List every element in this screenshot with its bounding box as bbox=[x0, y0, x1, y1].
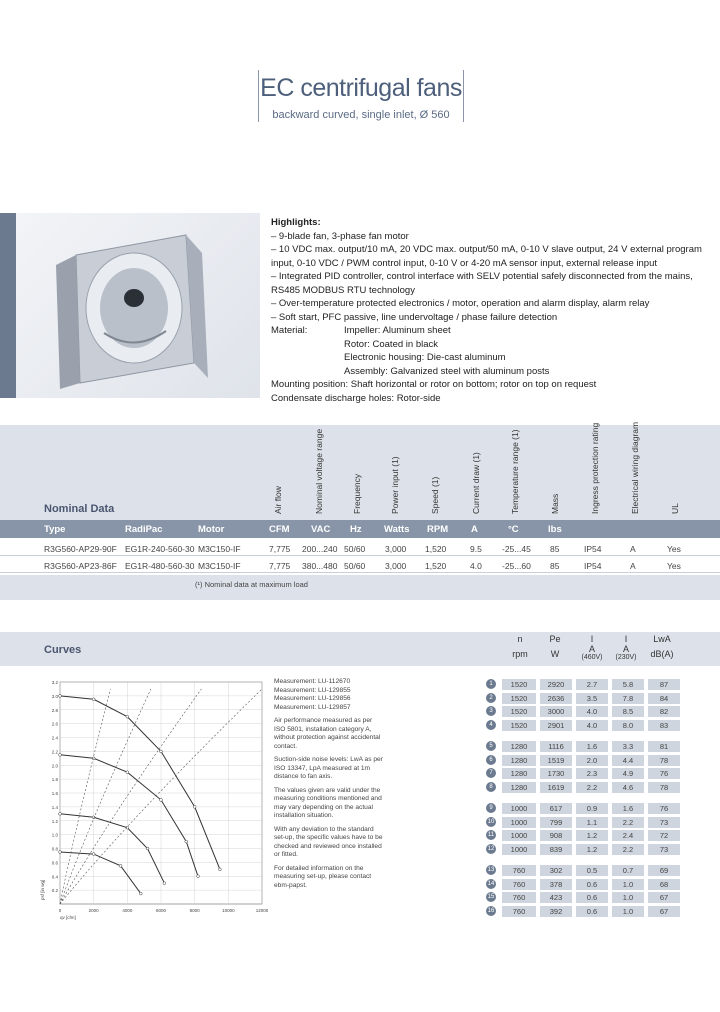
data-point bbox=[197, 875, 200, 878]
th-cfm: CFM bbox=[269, 524, 290, 535]
curve-cell: 1.1 bbox=[576, 817, 608, 828]
cell-amps: 4.0 bbox=[470, 561, 482, 571]
curve-cell: 8.5 bbox=[612, 706, 644, 717]
note-paragraph: The values given are valid under the measuring conditions mentioned and may vary depending on the actual installation situation. bbox=[274, 786, 382, 819]
curve-cell: 76 bbox=[648, 803, 680, 814]
curve-cell: 760 bbox=[502, 879, 536, 890]
curve-cell: 908 bbox=[540, 830, 572, 841]
curve-cell: 2920 bbox=[540, 679, 572, 690]
curve-number-badge: 1 bbox=[486, 679, 496, 689]
curve-cell: 87 bbox=[648, 679, 680, 690]
curve-cell: 392 bbox=[540, 906, 572, 917]
curve-cell: 1280 bbox=[502, 782, 536, 793]
curves-col-i460: I A (460V) bbox=[581, 634, 603, 661]
curve-cell: 73 bbox=[648, 817, 680, 828]
y-tick-label: 0.8 bbox=[51, 846, 58, 852]
y-tick-label: 1.2 bbox=[51, 818, 58, 824]
curve-cell: 1280 bbox=[502, 755, 536, 766]
curve-cell: 1.2 bbox=[576, 844, 608, 855]
cell-mass: 85 bbox=[550, 544, 560, 554]
curve-cell: 1520 bbox=[502, 720, 536, 731]
curve-number-badge: 12 bbox=[487, 845, 495, 852]
footnote: (¹) Nominal data at maximum load bbox=[195, 580, 308, 589]
cell-vac: 380...480 bbox=[302, 561, 338, 571]
curve-number-badge: 13 bbox=[487, 867, 495, 873]
page-subtitle: backward curved, single inlet, Ø 560 bbox=[272, 109, 450, 121]
curve-cell: 84 bbox=[648, 693, 680, 704]
highlight-line: – Over-temperature protected electronics / motor, operation and alarm display, alarm relay bbox=[271, 298, 650, 309]
condensate-line: Condensate discharge holes: Rotor-side bbox=[271, 392, 441, 404]
cell-motor: M3C150-IF bbox=[198, 544, 241, 554]
curve-number-badge: 4 bbox=[486, 720, 496, 730]
curve-cell: 1520 bbox=[502, 679, 536, 690]
curve-cell: 1000 bbox=[502, 830, 536, 841]
curve-cell: 1.6 bbox=[612, 803, 644, 814]
cell-temp: -25...60 bbox=[502, 561, 531, 571]
data-point bbox=[126, 771, 129, 774]
curve-number-badge: 11 bbox=[487, 832, 495, 838]
curve-cell: 78 bbox=[648, 782, 680, 793]
data-point bbox=[160, 750, 163, 753]
cell-watts: 3,000 bbox=[385, 561, 407, 571]
col-header-power: Power input (1) bbox=[390, 456, 400, 514]
curve-cell: 0.6 bbox=[576, 892, 608, 903]
y-tick-label: 1.4 bbox=[51, 804, 58, 810]
cell-rpm: 1,520 bbox=[425, 561, 447, 571]
material-line: Rotor: Coated in black bbox=[344, 338, 438, 350]
curve-cell: 81 bbox=[648, 741, 680, 752]
curve-cell: 799 bbox=[540, 817, 572, 828]
highlights-text bbox=[271, 216, 711, 405]
curve-cell: 839 bbox=[540, 844, 572, 855]
curve-cell: 0.7 bbox=[612, 865, 644, 876]
nominal-column-headers bbox=[0, 520, 720, 538]
curve-cell: 4.0 bbox=[576, 706, 608, 717]
curve-cell: 1520 bbox=[502, 693, 536, 704]
curve-cell: 1730 bbox=[540, 768, 572, 779]
curve-number-badge: 10 bbox=[487, 818, 495, 825]
highlight-line: input, 0-10 VDC / PWM control input, 0-10 V or 4-20 mA sensor input, external release input bbox=[271, 257, 657, 269]
curve-cell: 73 bbox=[648, 844, 680, 855]
col-header-ul: UL bbox=[670, 503, 680, 514]
cell-wiring: A bbox=[630, 544, 636, 554]
curve-cell: 82 bbox=[648, 706, 680, 717]
th-motor: Motor bbox=[198, 524, 225, 535]
curve-cell: 4.4 bbox=[612, 755, 644, 766]
curve-cell: 1000 bbox=[502, 844, 536, 855]
curve-cell: 1000 bbox=[502, 817, 536, 828]
cell-type: R3G560-AP23-86F bbox=[44, 561, 117, 571]
cell-ip: IP54 bbox=[584, 561, 602, 571]
curve-cell: 67 bbox=[648, 906, 680, 917]
cell-mass: 85 bbox=[550, 561, 560, 571]
curve-cell: 1280 bbox=[502, 768, 536, 779]
curve-cell: 4.0 bbox=[576, 720, 608, 731]
highlight-line: – Integrated PID controller, control interface with SELV potential safely disconnected from the mains, bbox=[271, 271, 693, 282]
curves-col-n: n rpm bbox=[512, 634, 528, 659]
curve-cell: 0.9 bbox=[576, 803, 608, 814]
col-header-current: Current draw (1) bbox=[471, 452, 481, 514]
accent-bar bbox=[0, 213, 16, 398]
curve-number-badge: 9 bbox=[486, 803, 496, 813]
material-block bbox=[271, 324, 711, 378]
curve-cell: 5.8 bbox=[612, 679, 644, 690]
cell-temp: -25...45 bbox=[502, 544, 531, 554]
fan-product-image bbox=[16, 213, 260, 398]
x-tick-label: 4000 bbox=[122, 908, 133, 913]
data-point bbox=[193, 805, 196, 808]
curve-cell: 4.6 bbox=[612, 782, 644, 793]
curve-cell: 1519 bbox=[540, 755, 572, 766]
th-type: Type bbox=[44, 524, 66, 535]
col-header-wiring: Electrical wiring diagram bbox=[630, 421, 640, 514]
curve-cell: 67 bbox=[648, 892, 680, 903]
curve-cell: 423 bbox=[540, 892, 572, 903]
curves-col-i230: I A (230V) bbox=[615, 634, 637, 661]
y-tick-label: 1.6 bbox=[51, 791, 58, 796]
data-point bbox=[146, 847, 149, 850]
footnote-band bbox=[0, 575, 720, 600]
th-lbs: lbs bbox=[548, 524, 562, 535]
note-paragraph: Suction-side noise levels: LwA as per ISO 13347, LpA measured at 1m distance to fan axis. bbox=[274, 756, 383, 780]
x-tick-label: 2000 bbox=[88, 908, 99, 913]
mounting-line: Mounting position: Shaft horizontal or rotor on bottom; rotor on top on request bbox=[271, 379, 597, 390]
th-rpm: RPM bbox=[427, 524, 449, 535]
fan-illustration bbox=[16, 213, 260, 398]
y-tick-label: 2.8 bbox=[51, 707, 58, 713]
highlight-line: – Soft start, PFC passive, line undervoltage / phase failure detection bbox=[271, 311, 558, 323]
curve-cell: 3.3 bbox=[612, 741, 644, 752]
table-row bbox=[0, 540, 720, 556]
data-point bbox=[119, 864, 122, 867]
curve-cell: 0.5 bbox=[576, 865, 608, 876]
note-paragraph: For detailed information on the measuring set-up, please contact ebm-papst. bbox=[274, 864, 372, 889]
curve-cell: 78 bbox=[648, 755, 680, 766]
curve-cell: 69 bbox=[648, 865, 680, 876]
y-tick-label: 2.2 bbox=[51, 749, 58, 755]
x-tick-label: 8000 bbox=[189, 908, 200, 913]
y-tick-label: 0.6 bbox=[51, 860, 58, 866]
material-line: Electronic housing: Die-cast aluminum bbox=[344, 352, 506, 363]
fan-curve-chart bbox=[40, 676, 268, 920]
th-radipac: RadiPac bbox=[125, 524, 163, 535]
y-tick-label: 2.6 bbox=[51, 721, 58, 727]
data-point bbox=[219, 868, 222, 871]
data-point bbox=[139, 892, 142, 895]
cell-watts: 3,000 bbox=[385, 544, 407, 554]
cell-cfm: 7,775 bbox=[269, 561, 291, 571]
cell-type: R3G560-AP29-90F bbox=[44, 544, 117, 554]
curve-number-badge: 5 bbox=[486, 741, 496, 751]
curve-cell: 2636 bbox=[540, 693, 572, 704]
page-title: EC centrifugal fans bbox=[260, 74, 462, 102]
curve-cell: 1619 bbox=[540, 782, 572, 793]
curves-col-lwa: LwA dB(A) bbox=[650, 634, 674, 659]
data-point bbox=[185, 840, 188, 843]
curve-number-badge: 7 bbox=[486, 768, 496, 778]
curve-cell: 1280 bbox=[502, 741, 536, 752]
data-point bbox=[126, 715, 129, 718]
chart-svg bbox=[40, 676, 268, 920]
y-tick-label: 3.0 bbox=[51, 693, 58, 699]
th-hz: Hz bbox=[350, 524, 362, 535]
note-paragraph: Measurement: LU-112670 Measurement: LU-129855 Measurement: LU-129856 Measurement: LU-129857 bbox=[274, 678, 351, 711]
data-point bbox=[59, 851, 62, 854]
highlight-line: – 9-blade fan, 3-phase fan motor bbox=[271, 230, 409, 242]
x-tick-label: 12000 bbox=[255, 908, 268, 913]
material-line: Assembly: Galvanized steel with aluminum posts bbox=[344, 365, 550, 377]
cell-hz: 50/60 bbox=[344, 544, 366, 554]
curve-number-badge: 14 bbox=[487, 880, 495, 887]
curve-cell: 2901 bbox=[540, 720, 572, 731]
curve-cell: 1.6 bbox=[576, 741, 608, 752]
curve-cell: 68 bbox=[648, 879, 680, 890]
curve-cell: 302 bbox=[540, 865, 572, 876]
curve-cell: 760 bbox=[502, 906, 536, 917]
x-tick-label: 10000 bbox=[222, 908, 235, 913]
curve-cell: 378 bbox=[540, 879, 572, 890]
x-tick-label: 0 bbox=[58, 908, 62, 913]
cell-cfm: 7,775 bbox=[269, 544, 291, 554]
cell-ip: IP54 bbox=[584, 544, 602, 554]
x-axis-label: qv [cfm] bbox=[60, 915, 76, 920]
y-tick-label: 1.8 bbox=[51, 777, 58, 783]
th-amps: A bbox=[471, 524, 478, 535]
y-tick-label: 0.2 bbox=[51, 888, 58, 894]
curve-cell: 1.0 bbox=[612, 906, 644, 917]
curve-cell: 2.2 bbox=[576, 782, 608, 793]
material-line: Impeller: Aluminum sheet bbox=[344, 325, 451, 336]
y-tick-label: 2.0 bbox=[51, 763, 58, 769]
curves-col-pe: Pe W bbox=[549, 634, 561, 659]
cell-vac: 200...240 bbox=[302, 544, 338, 554]
curve-cell: 617 bbox=[540, 803, 572, 814]
col-header-voltage: Nominal voltage range bbox=[314, 428, 324, 514]
curve-cell: 0.6 bbox=[576, 879, 608, 890]
curve-cell: 2.2 bbox=[612, 817, 644, 828]
curve-cell: 4.9 bbox=[612, 768, 644, 779]
col-header-frequency: Frequency bbox=[352, 473, 362, 514]
curves-title: Curves bbox=[44, 644, 82, 656]
curve-number-badge: 16 bbox=[487, 907, 495, 914]
col-header-mass: Mass bbox=[550, 493, 560, 514]
col-header-temperature: Temperature range (1) bbox=[510, 429, 520, 514]
col-header-airflow: Air flow bbox=[273, 486, 283, 514]
data-point bbox=[59, 812, 62, 815]
curve-number-badge: 8 bbox=[486, 782, 496, 792]
data-point bbox=[59, 753, 62, 756]
curve-number-badge: 3 bbox=[486, 706, 496, 716]
highlights-title: Highlights: bbox=[271, 217, 321, 228]
measurement-notes bbox=[274, 678, 384, 895]
curve-cell: 1116 bbox=[540, 741, 572, 752]
y-tick-label: 1.0 bbox=[51, 832, 58, 838]
nominal-data-title: Nominal Data bbox=[44, 503, 115, 515]
data-point bbox=[160, 799, 163, 802]
table-row bbox=[0, 557, 720, 573]
curve-number-badge: 6 bbox=[486, 755, 496, 765]
th-vac: VAC bbox=[311, 524, 331, 535]
cell-motor: M3C150-IF bbox=[198, 561, 241, 571]
curve-cell: 760 bbox=[502, 865, 536, 876]
curve-cell: 1000 bbox=[502, 803, 536, 814]
x-tick-label: 6000 bbox=[155, 908, 167, 913]
y-axis-label: psf [in wg] bbox=[40, 879, 45, 900]
cell-hz: 50/60 bbox=[344, 561, 366, 571]
curve-cell: 1.2 bbox=[576, 830, 608, 841]
curve-cell: 1520 bbox=[502, 706, 536, 717]
curve-cell: 83 bbox=[648, 720, 680, 731]
cell-wiring: A bbox=[630, 561, 636, 571]
curve-cell: 2.7 bbox=[576, 679, 608, 690]
curve-cell: 3000 bbox=[540, 706, 572, 717]
col-header-speed: Speed (1) bbox=[430, 476, 440, 514]
curve-number-badge: 2 bbox=[486, 693, 496, 703]
curve-cell: 76 bbox=[648, 768, 680, 779]
note-paragraph: With any deviation to the standard set-up, the specific values have to be checked and reviewed once installed or fitted. bbox=[274, 825, 383, 858]
y-tick-label: 2.4 bbox=[51, 735, 58, 741]
data-point bbox=[92, 698, 95, 701]
y-tick-label: 0.4 bbox=[51, 874, 58, 880]
cell-amps: 9.5 bbox=[470, 544, 482, 554]
material-label: Material: bbox=[271, 325, 308, 336]
curve-cell: 0.6 bbox=[576, 906, 608, 917]
curve-cell: 3.5 bbox=[576, 693, 608, 704]
y-tick-label: 3.2 bbox=[51, 680, 58, 685]
highlight-line: – 10 VDC max. output/10 mA, 20 VDC max. output/50 mA, 0-10 V slave output, 24 V external program bbox=[271, 244, 702, 255]
curve-cell: 760 bbox=[502, 892, 536, 903]
title-block bbox=[258, 70, 464, 122]
curve-cell: 1.0 bbox=[612, 892, 644, 903]
curve-cell: 2.4 bbox=[612, 830, 644, 841]
data-point bbox=[163, 882, 166, 885]
th-celsius: °C bbox=[508, 524, 519, 535]
highlight-line: RS485 MODBUS RTU technology bbox=[271, 284, 415, 296]
cell-radipac: EG1R-480-560-30 bbox=[125, 561, 195, 571]
col-header-ingress: Ingress protection rating bbox=[590, 422, 600, 514]
note-paragraph: Air performance measured as per ISO 5801, installation category A, without protection against accidental contact. bbox=[274, 717, 381, 750]
th-watts: Watts bbox=[384, 524, 410, 535]
curve-cell: 72 bbox=[648, 830, 680, 841]
curve-cell: 8.0 bbox=[612, 720, 644, 731]
data-point bbox=[92, 853, 95, 856]
curve-number-badge: 15 bbox=[487, 894, 495, 900]
cell-radipac: EG1R-240-560-30 bbox=[125, 544, 195, 554]
cell-ul: Yes bbox=[667, 561, 681, 571]
curve-cell: 7.8 bbox=[612, 693, 644, 704]
cell-ul: Yes bbox=[667, 544, 681, 554]
curve-cell: 2.2 bbox=[612, 844, 644, 855]
curve-cell: 2.3 bbox=[576, 768, 608, 779]
curve-cell: 2.0 bbox=[576, 755, 608, 766]
cell-rpm: 1,520 bbox=[425, 544, 447, 554]
data-point bbox=[59, 694, 62, 697]
curve-cell: 1.0 bbox=[612, 879, 644, 890]
